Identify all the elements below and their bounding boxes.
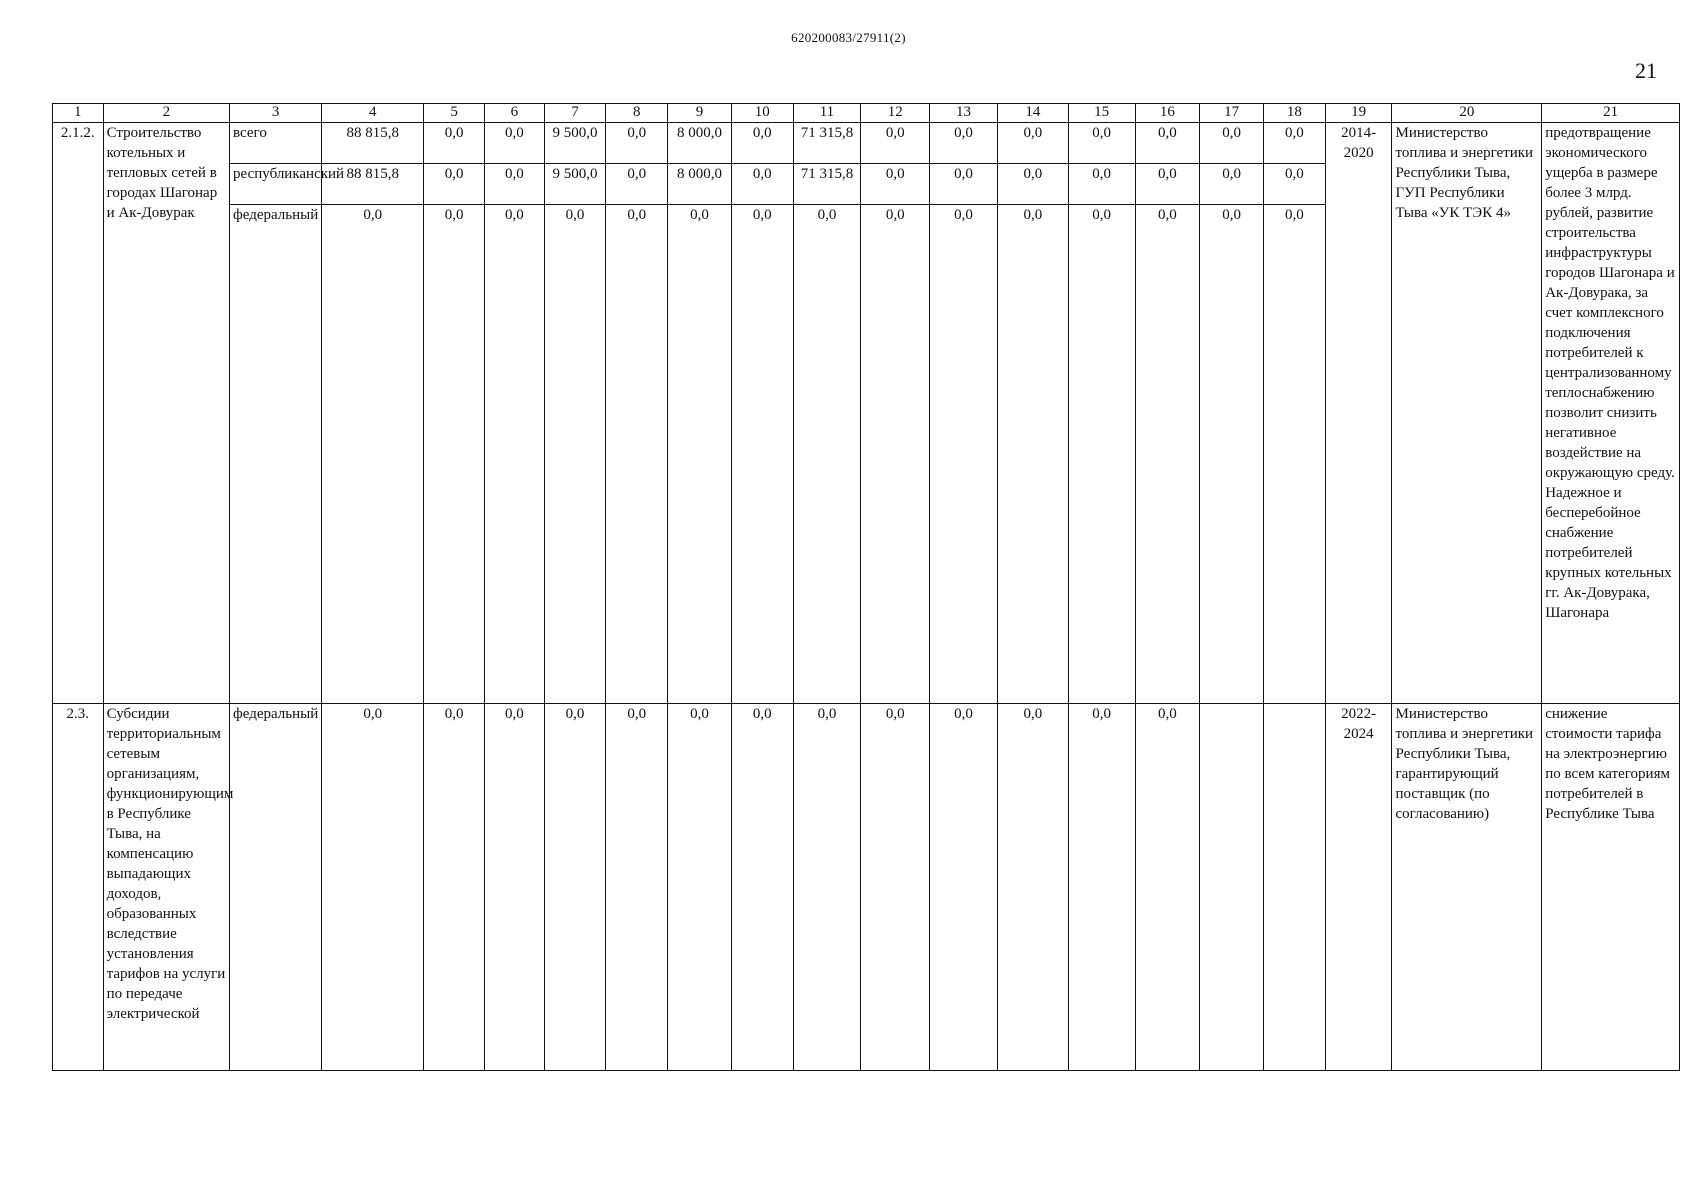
value-cell: 0,0 <box>930 704 998 1071</box>
value-cell: 0,0 <box>731 704 793 1071</box>
value-cell: 0,0 <box>997 123 1068 164</box>
value-cell: 0,0 <box>485 205 545 704</box>
header-cell: 10 <box>731 104 793 123</box>
value-cell: 0,0 <box>668 704 732 1071</box>
value-cell: 0,0 <box>731 123 793 164</box>
value-cell: 0,0 <box>544 205 606 704</box>
value-cell: 0,0 <box>424 704 485 1071</box>
item-number: 2.1.2. <box>53 123 104 704</box>
header-cell: 16 <box>1135 104 1200 123</box>
value-cell: 0,0 <box>322 704 424 1071</box>
value-cell: 0,0 <box>1264 123 1326 164</box>
value-cell: 8 000,0 <box>668 123 732 164</box>
item-name: Строительство котельных и тепловых сетей в городах Шагонар и Ак-Довурак <box>103 123 229 704</box>
value-cell: 0,0 <box>930 164 998 205</box>
header-cell: 6 <box>485 104 545 123</box>
header-cell: 15 <box>1068 104 1135 123</box>
value-cell: 0,0 <box>1135 205 1200 704</box>
value-cell: 0,0 <box>485 123 545 164</box>
value-cell: 0,0 <box>1200 164 1264 205</box>
header-cell: 2 <box>103 104 229 123</box>
funding-source: республиканский <box>230 164 322 205</box>
value-cell: 0,0 <box>606 123 668 164</box>
value-cell: 0,0 <box>731 205 793 704</box>
value-cell: 0,0 <box>606 205 668 704</box>
header-cell: 20 <box>1392 104 1542 123</box>
value-cell: 0,0 <box>322 205 424 704</box>
period: 2022-2024 <box>1325 704 1392 1071</box>
header-cell: 14 <box>997 104 1068 123</box>
value-cell: 0,0 <box>930 123 998 164</box>
value-cell: 0,0 <box>861 123 930 164</box>
value-cell: 71 315,8 <box>793 164 861 205</box>
value-cell: 0,0 <box>1135 123 1200 164</box>
header-cell: 8 <box>606 104 668 123</box>
executor: Министерство топлива и энергетики Республики Тыва, гарантирующий поставщик (по согласованию) <box>1392 704 1542 1071</box>
executor: Министерство топлива и энергетики Республики Тыва, ГУП Республики Тыва «УК ТЭК 4» <box>1392 123 1542 704</box>
value-cell: 0,0 <box>606 164 668 205</box>
value-cell <box>1264 704 1326 1071</box>
value-cell: 0,0 <box>1200 123 1264 164</box>
value-cell: 0,0 <box>861 704 930 1071</box>
page-number: 21 <box>1635 58 1657 83</box>
header-cell: 7 <box>544 104 606 123</box>
value-cell: 0,0 <box>424 205 485 704</box>
value-cell: 0,0 <box>668 205 732 704</box>
table-row <box>53 704 1680 1071</box>
header-cell: 19 <box>1325 104 1392 123</box>
value-cell: 0,0 <box>424 164 485 205</box>
value-cell <box>1200 704 1264 1071</box>
value-cell: 0,0 <box>1200 205 1264 704</box>
value-cell: 0,0 <box>997 164 1068 205</box>
value-cell: 0,0 <box>1135 164 1200 205</box>
value-cell: 0,0 <box>793 205 861 704</box>
funding-source: федеральный <box>230 205 322 704</box>
header-cell: 1 <box>53 104 104 123</box>
value-cell: 0,0 <box>997 704 1068 1071</box>
header-cell: 11 <box>793 104 861 123</box>
table-row <box>53 123 1680 164</box>
value-cell: 0,0 <box>1068 704 1135 1071</box>
value-cell: 0,0 <box>1068 205 1135 704</box>
item-number: 2.3. <box>53 704 104 1071</box>
header-cell: 5 <box>424 104 485 123</box>
header-cell: 21 <box>1542 104 1680 123</box>
header-cell: 17 <box>1200 104 1264 123</box>
value-cell: 0,0 <box>1068 123 1135 164</box>
value-cell: 88 815,8 <box>322 123 424 164</box>
value-cell: 0,0 <box>1264 164 1326 205</box>
value-cell: 88 815,8 <box>322 164 424 205</box>
expected-result: предотвращение экономического ущерба в размере более 3 млрд. рублей, развитие строительства инфраструктуры городов Шагонара и Ак-Довурака, за счет комплексного подключения потребителей к централизованному теплоснабжению позволит снизить негативное воздействие на окружающую среду. Надежное и бесперебойное снабжение потребителей крупных котельных гг. Ак-Довурака, Шагонара <box>1542 123 1680 704</box>
funding-source: всего <box>230 123 322 164</box>
value-cell: 0,0 <box>930 205 998 704</box>
document-code: 620200083/27911(2) <box>791 30 906 45</box>
header-row <box>53 104 1680 123</box>
period: 2014-2020 <box>1325 123 1392 704</box>
header-cell: 13 <box>930 104 998 123</box>
header-cell: 3 <box>230 104 322 123</box>
value-cell: 9 500,0 <box>544 123 606 164</box>
header-cell: 9 <box>668 104 732 123</box>
value-cell: 0,0 <box>861 164 930 205</box>
value-cell: 0,0 <box>1135 704 1200 1071</box>
value-cell: 0,0 <box>1264 205 1326 704</box>
value-cell: 0,0 <box>544 704 606 1071</box>
item-name: Субсидии территориальным сетевым организациям, функционирующим в Республике Тыва, на компенсацию выпадающих доходов, образованных вследствие установления тарифов на услуги по передаче электрической <box>103 704 229 1071</box>
value-cell: 9 500,0 <box>544 164 606 205</box>
value-cell: 0,0 <box>424 123 485 164</box>
value-cell: 0,0 <box>485 704 545 1071</box>
header-cell: 12 <box>861 104 930 123</box>
header-cell: 4 <box>322 104 424 123</box>
funding-source: федеральный <box>230 704 322 1071</box>
value-cell: 0,0 <box>793 704 861 1071</box>
value-cell: 0,0 <box>606 704 668 1071</box>
value-cell: 0,0 <box>1068 164 1135 205</box>
value-cell: 8 000,0 <box>668 164 732 205</box>
value-cell: 0,0 <box>485 164 545 205</box>
value-cell: 0,0 <box>861 205 930 704</box>
value-cell: 0,0 <box>997 205 1068 704</box>
header-cell: 18 <box>1264 104 1326 123</box>
program-table <box>52 103 1680 1071</box>
value-cell: 71 315,8 <box>793 123 861 164</box>
expected-result: снижение стоимости тарифа на электроэнергию по всем категориям потребителей в Республике Тыва <box>1542 704 1680 1071</box>
value-cell: 0,0 <box>731 164 793 205</box>
